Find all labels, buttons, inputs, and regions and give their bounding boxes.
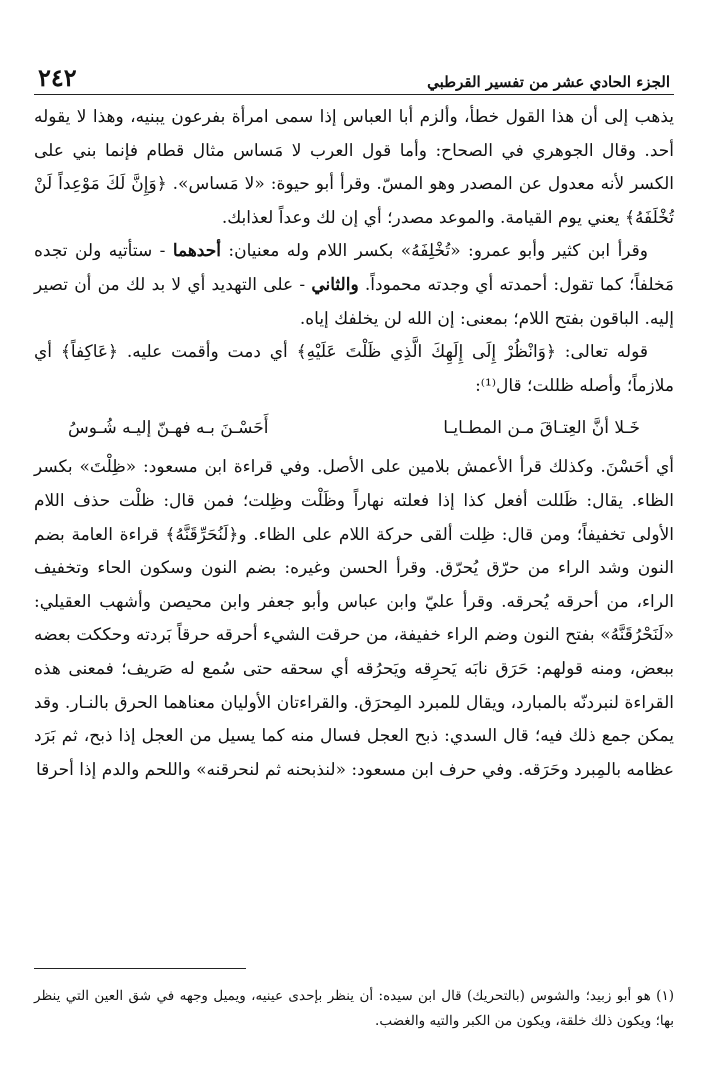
- page-header: [34, 58, 674, 95]
- first-meaning-label: أحدهما: [172, 241, 221, 262]
- footnote-divider: [34, 968, 246, 969]
- paragraph-3: قوله تعالى: ﴿وَانْظُرْ إِلَى إِلَهِكَ الَّذِي ظَلْتَ عَلَيْهِ﴾ أي دمت وأقمت عليه. ﴿عَاكِفاً﴾ أي ملازماً؛ وأصله ظللت؛ قال⁽¹⁾:: [34, 342, 674, 396]
- paragraph-4: أي أحَسْنَ. وكذلك قرأ الأعمش بلامين على الأصل. وفي قراءة ابن مسعود: «ظِلْتَ» بكسر الظاء. يقال: ظَللت أفعل كذا إذا فعلته نهاراً وظَلْت وظِلت؛ فمن قال: ظلْت حذف اللام الأولى تخفيفاً؛ ومن قال: ظِلت ألقى حركة اللام على الظاء. و﴿لَنُحَرِّقَنَّهُ﴾ قراءة العامة بضم النون وشد الراء من حرّق يُحرّق. وقرأ الحسن وغيره: بضم النون وسكون الحاء وتخفيف الراء، من أحرقه يُحرقه. وقرأ عليّ وابن عباس وأبو جعفر وابن محيصن وأشهب العقيلي: «لَنَحْرُقَنَّهُ» بفتح النون وضم الراء خفيفة، من حرقت الشيء أحرقه حرقاً بَردته وحككت بعضه ببعض، ومنه قولهم: حَرَق نابَه يَحرِقه ويَحرُقه أي سحقه حتى سُمع له صَريف؛ فمعنى هذه القراءة لنبردنّه بالمبارد، ويقال للمبرد المِحرَق. والقراءتان الأوليان معناهما الحرق بالنـار. وقد يمكن جمع ذلك فيه؛ قال السدي: ذبح العجل فسال منه كما يسيل من العجل إذا ذبح، ثم بَرَد عظامه بالمِبرد وحَرَقه. وفي حرف ابن مسعود: «لنذبحنه ثم لنحرقنه» واللحم والدم إذا أحرقا: [34, 457, 674, 780]
- paragraph-1: يذهب إلى أن هذا القول خطأ، وألزم أبا العباس إذا سمى امرأة بفرعون يبنيه، وهذا لا يقوله أحد. وقال الجوهري في الصحاح: وأما قول العرب لا مَساس مثال قطام فإنما بني على الكسر لأنه معدول عن المصدر وهو المسّ. وقرأ أبو حيوة: «لا مَساس». ﴿وَإِنَّ لَكَ مَوْعِداً لَنْ تُخْلَفَهُ﴾ يعني يوم القيامة. والموعد مصدر؛ أي إن لك وعداً لعذابك.: [34, 107, 674, 228]
- poetry-verse: [34, 403, 674, 451]
- paragraph-2-text-a: وقرأ ابن كثير وأبو عمرو: «تُخْلِفَهُ» بكسر اللام وله معنيان:: [228, 241, 649, 262]
- second-meaning-label: والثاني: [311, 274, 359, 295]
- paragraph-2-text-c: - ستأتيه ولن تجده مَخلفاً؛ كما تقول: أحمدته أي وجدته محموداً.: [34, 241, 675, 295]
- running-title: الجزء الحادي عشر من تفسير القرطبي: [427, 73, 670, 91]
- page-number: ٢٤٢: [38, 63, 77, 92]
- book-page: [34, 58, 674, 787]
- verse-first-hemistich: خَـلا أنَّ العِتـاقَ مـن المطـايـا: [443, 418, 640, 439]
- verse-second-hemistich: أَحَسْـنَ بـه فهـنّ إليـه شُـوسُ: [68, 418, 269, 439]
- paragraph-2: [34, 235, 674, 336]
- paragraph-2-text-d: - على التهديد أي لا بد لك من أن تصير إليه. الباقون بفتح اللام؛ بمعنى: إن الله لن يخلفك إياه.: [34, 274, 674, 329]
- footnote: (١) هو أبو زبيد؛ والشوس (بالتحريك) قال ابن سيده: أن ينظر بإحدى عينيه، ويميل وجهه في شق العين التي ينظر بها؛ ويكون ذلك خلقة، ويكون من الكبر والتيه والغضب.: [34, 988, 674, 1029]
- main-text: [34, 101, 674, 787]
